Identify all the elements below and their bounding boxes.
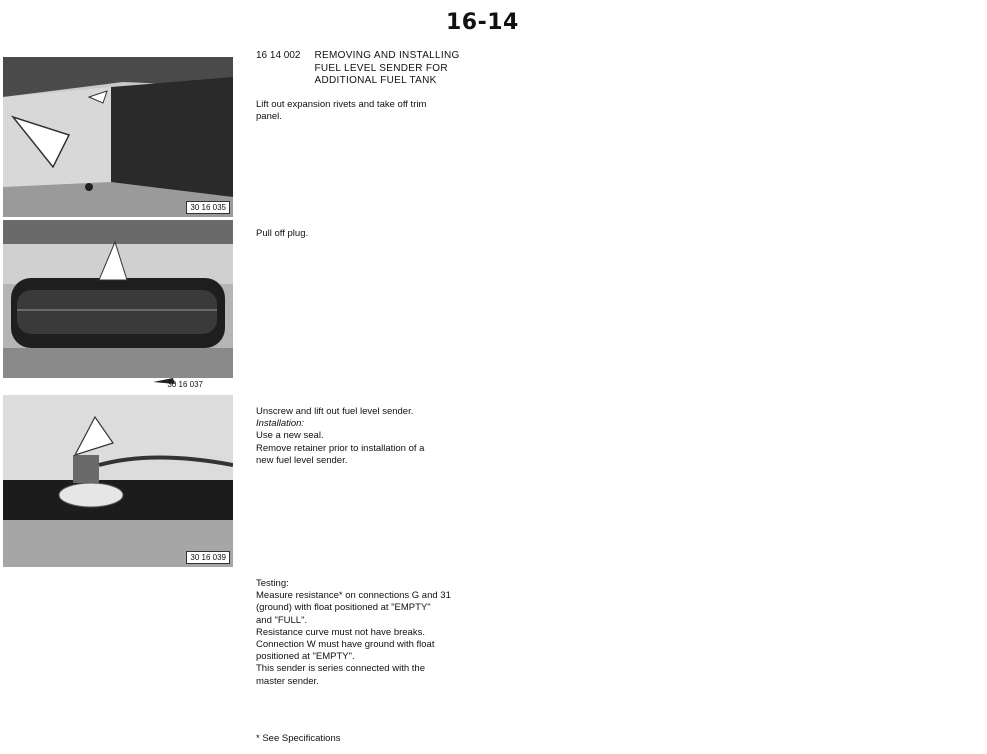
- testing-line: Connection W must have ground with float: [256, 639, 435, 651]
- step-2-text: [256, 228, 308, 240]
- step-line: Lift out expansion rivets and take off trim: [256, 99, 427, 110]
- testing-line: positioned at "EMPTY".: [256, 651, 355, 663]
- section-title: REMOVING AND INSTALLING FUEL LEVEL SENDER FOR ADDITIONAL FUEL TANK: [314, 50, 460, 86]
- testing-line: This sender is series connected with the: [256, 663, 425, 675]
- step-1-text: [256, 99, 426, 123]
- photo-number: 30 16 035: [186, 201, 230, 214]
- step-line: Unscrew and lift out fuel level sender.: [256, 406, 414, 417]
- step-line: Remove retainer prior to installation of a: [256, 442, 425, 454]
- photo-number: 30 16 037: [167, 380, 203, 389]
- testing-text: [256, 578, 451, 688]
- section-code: 16 14 002: [256, 50, 301, 61]
- step-line: panel.: [256, 111, 282, 123]
- photo-trim-panel: [3, 57, 233, 217]
- testing-line: master sender.: [256, 675, 319, 687]
- page-number: 16-14: [446, 10, 519, 35]
- step-line: Use a new seal.: [256, 430, 324, 442]
- step-line: new fuel level sender.: [256, 454, 348, 466]
- photo-fuel-sender: [3, 395, 233, 567]
- installation-label: Installation:: [256, 418, 305, 430]
- testing-line: Measure resistance* on connections G and 31: [256, 590, 451, 602]
- plug-photo-art: [3, 220, 233, 392]
- footnote-text: * See Specifications: [256, 733, 341, 744]
- photo-number: 30 16 039: [186, 551, 230, 564]
- testing-line: (ground) with float positioned at "EMPTY": [256, 602, 431, 614]
- testing-heading: Testing:: [256, 578, 289, 589]
- trim-panel-photo-art: [3, 57, 233, 217]
- step-3-text: [256, 406, 424, 467]
- fuel-sender-photo-art: [3, 395, 233, 567]
- footnote: [256, 733, 341, 745]
- photo-plug: [3, 220, 233, 392]
- testing-line: and "FULL".: [256, 614, 308, 626]
- testing-line: Resistance curve must not have breaks.: [256, 626, 425, 638]
- section-heading: [256, 50, 485, 88]
- step-line: Pull off plug.: [256, 228, 309, 239]
